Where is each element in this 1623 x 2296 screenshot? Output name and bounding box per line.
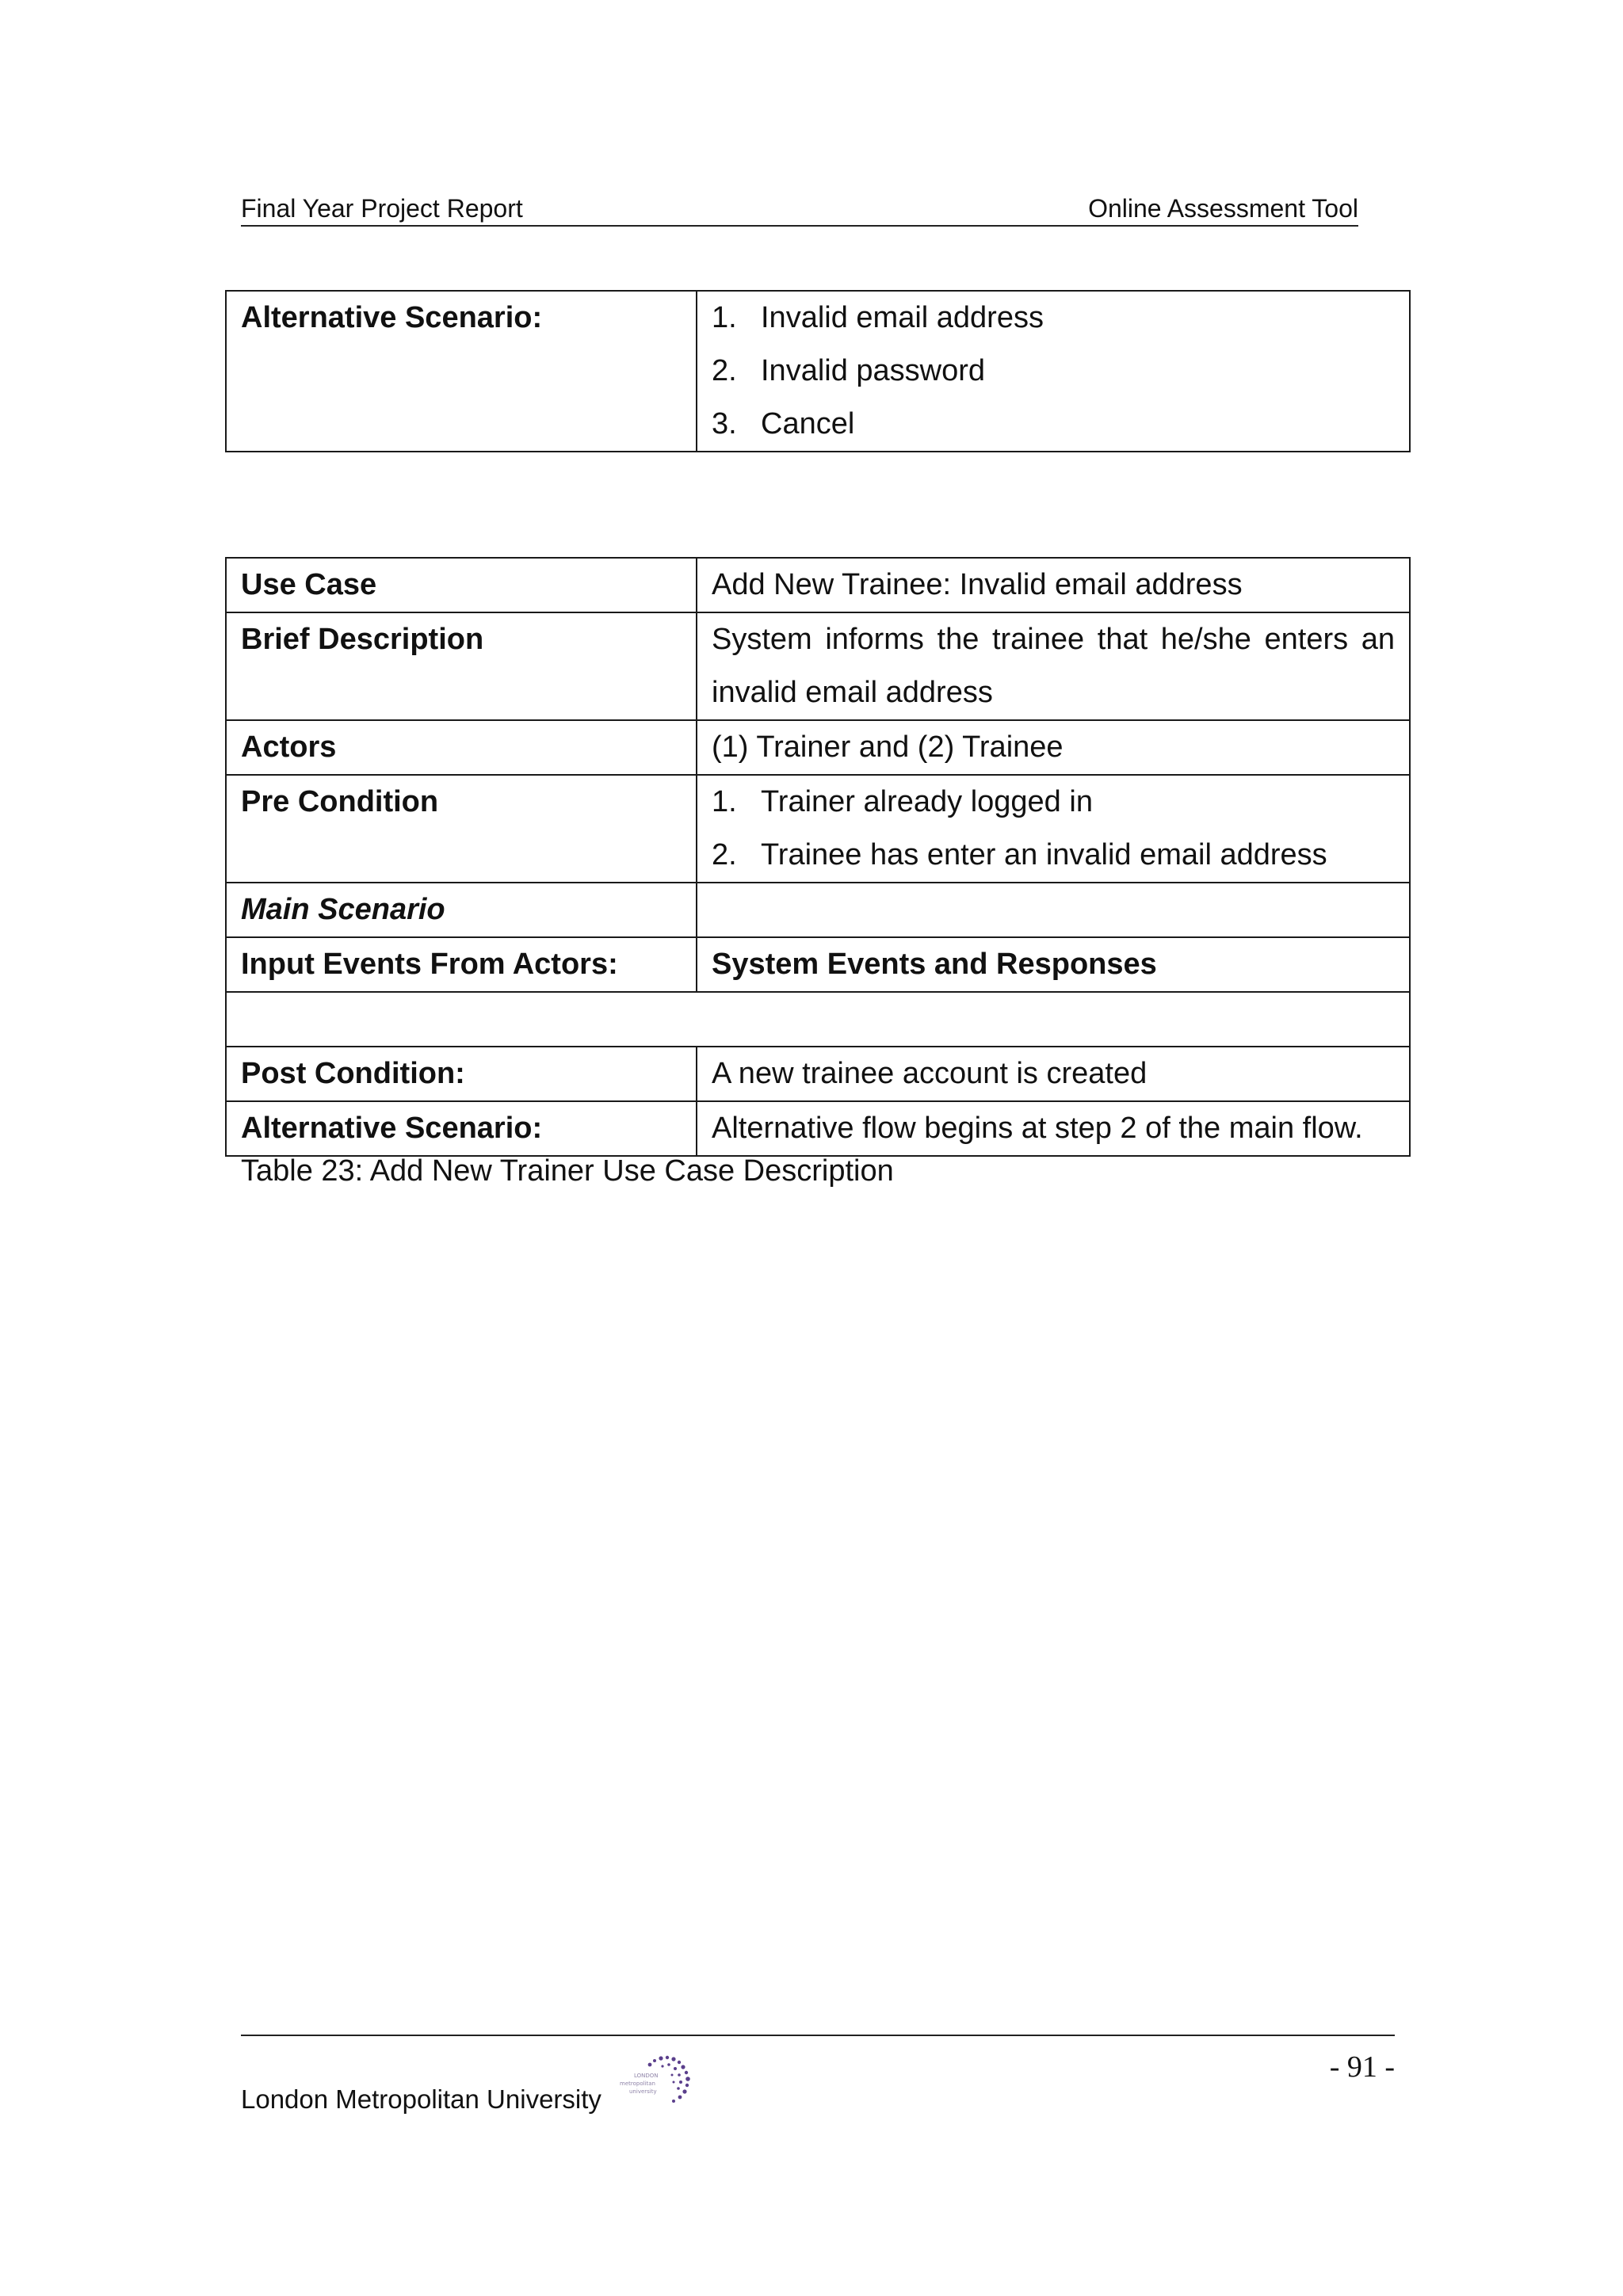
table-cell-value (697, 558, 1410, 612)
table-cell-label (226, 558, 697, 612)
table-row-events-header (226, 937, 1410, 992)
logo-text-line-2: metropolitan (620, 2081, 655, 2087)
footer-university-name: London Metropolitan University (241, 2084, 601, 2114)
list-item (712, 398, 1395, 451)
table-cell-label (226, 720, 697, 775)
brief-description-line-1: System informs the trainee that he/she enters an (712, 623, 1395, 656)
brief-description-line-2: invalid email address (712, 676, 993, 709)
table-row-main-scenario (226, 883, 1410, 937)
main-scenario-label: Main Scenario (241, 893, 445, 926)
table-cell-label (226, 612, 697, 720)
list-item-text: Trainer already logged in (761, 785, 1093, 818)
header-right-title: Online Assessment Tool (1088, 194, 1358, 223)
list-item-text: Invalid email address (761, 301, 1044, 334)
table-cell-value (697, 720, 1410, 775)
footer-divider (241, 2035, 1395, 2036)
use-case-table (225, 557, 1411, 1157)
logo-text-line-1: LONDON (634, 2073, 659, 2079)
list-item-number: 2. (712, 838, 737, 871)
alternative-scenario-value: Alternative flow begins at step 2 of the main flow. (712, 1112, 1363, 1145)
table-cell-value (697, 775, 1410, 883)
table-cell-label (226, 883, 697, 937)
table-row-use-case (226, 558, 1410, 612)
post-condition-label: Post Condition: (241, 1057, 465, 1090)
alternative-scenario-label: Alternative Scenario: (241, 1112, 543, 1145)
table-caption: Table 23: Add New Trainer Use Case Description (241, 1154, 894, 1188)
list-item (712, 292, 1395, 345)
use-case-value: Add New Trainee: Invalid email address (712, 568, 1243, 601)
table-row-post-condition (226, 1047, 1410, 1101)
table-row-empty (226, 992, 1410, 1047)
table-cell-value (697, 937, 1410, 992)
list-item-text: Cancel (761, 407, 855, 441)
post-condition-value: A new trainee account is created (712, 1057, 1148, 1090)
system-events-label: System Events and Responses (712, 948, 1157, 981)
table-cell-empty (226, 992, 1410, 1047)
actors-value: (1) Trainer and (2) Trainee (712, 730, 1064, 764)
actors-label: Actors (241, 730, 337, 764)
university-logo-icon (617, 2054, 704, 2109)
use-case-label: Use Case (241, 568, 377, 601)
list-item (712, 345, 1395, 398)
list-item-number: 2. (712, 354, 737, 387)
table-cell-label (226, 937, 697, 992)
list-item-number: 1. (712, 301, 737, 334)
page-number: - 91 - (1329, 2050, 1395, 2084)
table-cell-label (226, 1047, 697, 1101)
list-item-text: Trainee has enter an invalid email address (761, 838, 1327, 871)
table-cell-value (697, 612, 1410, 720)
logo-text-line-3: university (629, 2088, 657, 2095)
table-row (226, 291, 1410, 452)
table-cell-label (226, 775, 697, 883)
pre-condition-label: Pre Condition (241, 785, 439, 818)
table-row-brief-description (226, 612, 1410, 720)
table-cell-value (697, 291, 1410, 452)
table-cell-value (697, 1047, 1410, 1101)
table-cell-value (697, 883, 1410, 937)
table-row-actors (226, 720, 1410, 775)
list-item-number: 1. (712, 785, 737, 818)
input-events-label: Input Events From Actors: (241, 948, 618, 981)
alternative-scenario-table (225, 290, 1411, 452)
table-cell-label (226, 291, 697, 452)
list-item (712, 776, 1395, 829)
alternative-scenario-list (712, 292, 1395, 451)
alternative-scenario-label: Alternative Scenario: (241, 301, 543, 334)
list-item-number: 3. (712, 407, 737, 441)
table-row-pre-condition (226, 775, 1410, 883)
header-left-title: Final Year Project Report (241, 194, 523, 223)
pre-condition-list (712, 776, 1395, 882)
brief-description-label: Brief Description (241, 623, 484, 656)
list-item-text: Invalid password (761, 354, 986, 387)
list-item (712, 829, 1395, 882)
running-header (241, 193, 1358, 227)
